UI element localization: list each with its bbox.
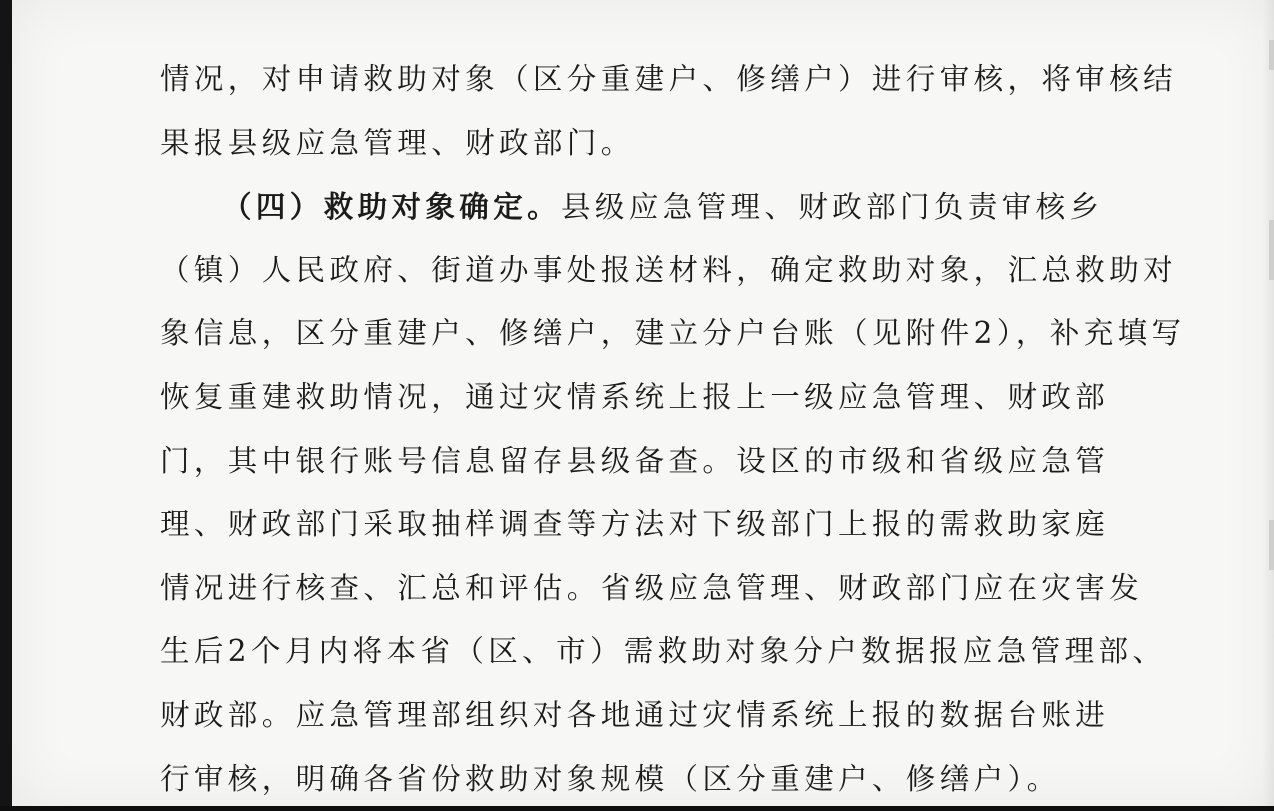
page-edge-mark [1269,520,1274,570]
text-line [160,302,1186,366]
line-text: 恢复重建救助情况，通过灾情系统上报上一级应急管理、财政部 [160,379,1110,414]
document-body [160,48,1186,811]
text-line [160,366,1110,430]
bottom-edge [0,806,1274,811]
text-line [160,748,1100,811]
line-text: 生后2个月内将本省（区、市）需救助对象分户数据报应急管理部、 [160,634,1167,669]
line-text: 门，其中银行账号信息留存县级备查。设区的市级和省级应急管 [160,443,1110,478]
text-line [160,557,1144,621]
text-line [160,112,1100,176]
paragraph-start-line [160,175,1104,239]
line-text: 果报县级应急管理、财政部门。 [160,125,635,160]
line-text: （镇）人民政府、街道办事处报送材料，确定救助对象，汇总救助对 [160,252,1178,287]
text-line [160,48,1178,112]
page-right-edge [1262,0,1274,806]
line-text: 县级应急管理、财政部门负责审核乡 [561,190,1104,225]
page-edge-mark [1269,220,1274,280]
text-line [160,239,1178,303]
section-heading: （四）救助对象确定。 [222,189,562,225]
line-text: 象信息，区分重建户、修缮户，建立分户台账（见附件2），补充填写 [160,316,1186,351]
text-line [160,684,1110,748]
page-edge-mark [1269,40,1274,70]
line-text: 行审核，明确各省份救助对象规模（区分重建户、修缮户）。 [160,761,1061,796]
text-line [160,430,1110,494]
line-text: 财政部。应急管理部组织对各地通过灾情系统上报的数据台账进 [160,697,1110,732]
line-text: 理、财政部门采取抽样调查等方法对下级部门上报的需救助家庭 [160,507,1110,542]
text-line [160,620,1167,684]
line-text: 情况进行核查、汇总和评估。省级应急管理、财政部门应在灾害发 [160,570,1144,605]
text-line [160,493,1110,557]
line-text: 情况，对申请救助对象（区分重建户、修缮户）进行审核，将审核结 [160,62,1178,96]
